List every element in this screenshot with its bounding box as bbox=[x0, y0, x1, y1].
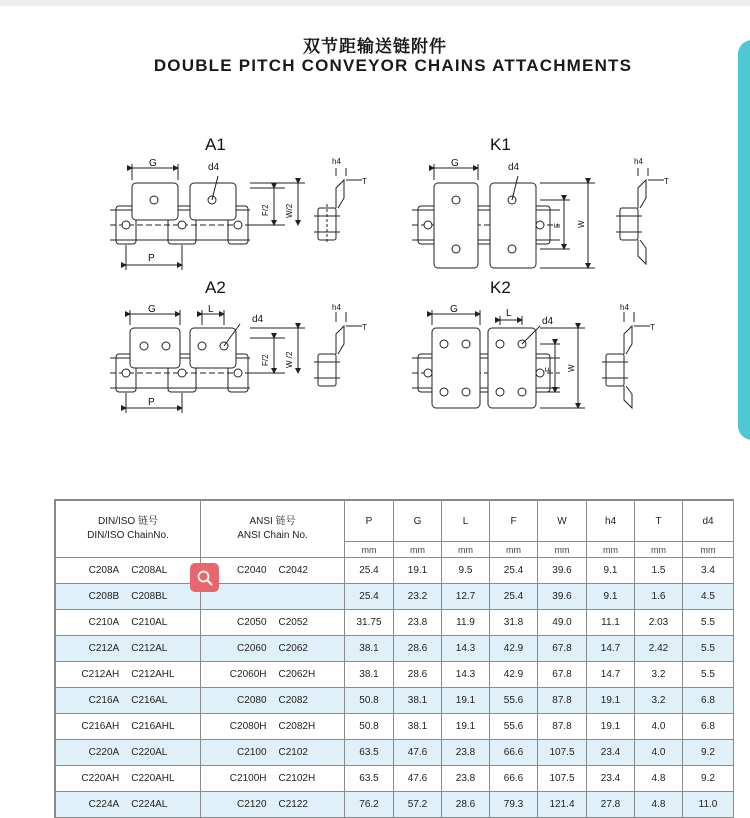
a2-t: T bbox=[362, 323, 367, 332]
search-icon bbox=[196, 569, 214, 587]
diagram-k2-side bbox=[602, 312, 650, 408]
page-title-cn: 双节距输送链附件 bbox=[303, 37, 447, 57]
table-row bbox=[56, 766, 734, 792]
din-chain-cell: C216A C216AL bbox=[56, 688, 201, 714]
din-chain-cell: C212AH C212AHL bbox=[56, 662, 201, 688]
cell-d4: 3.4 bbox=[683, 558, 734, 584]
ansi-chain-cell: C2120 C2122 bbox=[201, 792, 345, 818]
attachment-diagrams bbox=[100, 128, 700, 428]
cell-t: 4.8 bbox=[635, 792, 683, 818]
diagram-k2 bbox=[412, 310, 585, 408]
k1-f: F bbox=[553, 223, 562, 228]
cell-g: 47.6 bbox=[394, 766, 442, 792]
unit-cell: mm bbox=[345, 542, 394, 558]
header-h4: h4 bbox=[587, 501, 635, 542]
cell-f: 31.8 bbox=[490, 610, 538, 636]
ansi-chain-cell: C2080H C2082H bbox=[201, 714, 345, 740]
cell-w: 39.6 bbox=[538, 584, 587, 610]
k1-title: K1 bbox=[490, 135, 511, 154]
cell-p: 63.5 bbox=[345, 766, 394, 792]
cell-t: 4.8 bbox=[635, 766, 683, 792]
a2-l: L bbox=[208, 304, 214, 315]
diagram-k1 bbox=[412, 164, 595, 268]
unit-cell: mm bbox=[635, 542, 683, 558]
table-row bbox=[56, 662, 734, 688]
din-chain-cell: C216AH C216AHL bbox=[56, 714, 201, 740]
cell-f: 25.4 bbox=[490, 558, 538, 584]
cell-g: 47.6 bbox=[394, 740, 442, 766]
cell-p: 50.8 bbox=[345, 714, 394, 740]
din-chain-cell: C210A C210AL bbox=[56, 610, 201, 636]
diagram-a1 bbox=[110, 164, 305, 270]
cell-f: 66.6 bbox=[490, 740, 538, 766]
k1-t: T bbox=[664, 177, 669, 186]
cell-p: 25.4 bbox=[345, 558, 394, 584]
cell-p: 76.2 bbox=[345, 792, 394, 818]
ansi-chain-cell: C2050 C2052 bbox=[201, 610, 345, 636]
cell-t: 3.2 bbox=[635, 662, 683, 688]
cell-h4: 14.7 bbox=[587, 662, 635, 688]
table-row bbox=[56, 792, 734, 818]
cell-t: 2.03 bbox=[635, 610, 683, 636]
unit-cell: mm bbox=[538, 542, 587, 558]
cell-f: 42.9 bbox=[490, 636, 538, 662]
cell-f: 42.9 bbox=[490, 662, 538, 688]
cell-d4: 5.5 bbox=[683, 610, 734, 636]
ansi-chain-cell: C2060 C2062 bbox=[201, 636, 345, 662]
cell-g: 23.8 bbox=[394, 610, 442, 636]
cell-g: 23.2 bbox=[394, 584, 442, 610]
header-d4: d4 bbox=[683, 501, 734, 542]
cell-l: 12.7 bbox=[442, 584, 490, 610]
cell-l: 19.1 bbox=[442, 714, 490, 740]
a1-w2: W/2 bbox=[285, 203, 294, 218]
cell-l: 14.3 bbox=[442, 636, 490, 662]
cell-t: 3.2 bbox=[635, 688, 683, 714]
a1-f2: F/2 bbox=[261, 204, 270, 216]
header-ansi: ANSI 链号 ANSI Chain No. bbox=[201, 501, 345, 558]
ansi-chain-cell bbox=[201, 584, 345, 610]
cell-l: 9.5 bbox=[442, 558, 490, 584]
top-bar bbox=[0, 0, 750, 6]
cell-g: 57.2 bbox=[394, 792, 442, 818]
cell-w: 67.8 bbox=[538, 662, 587, 688]
a2-p: P bbox=[148, 397, 155, 408]
k1-d4: d4 bbox=[508, 162, 520, 173]
cell-t: 1.6 bbox=[635, 584, 683, 610]
cell-g: 38.1 bbox=[394, 688, 442, 714]
cell-w: 39.6 bbox=[538, 558, 587, 584]
din-chain-cell: C212A C212AL bbox=[56, 636, 201, 662]
cell-l: 14.3 bbox=[442, 662, 490, 688]
cell-l: 19.1 bbox=[442, 688, 490, 714]
spec-table-wrapper bbox=[54, 499, 734, 818]
table-row bbox=[56, 558, 734, 584]
side-tab[interactable] bbox=[738, 40, 750, 440]
cell-p: 38.1 bbox=[345, 636, 394, 662]
cell-f: 79.3 bbox=[490, 792, 538, 818]
ansi-chain-cell: C2080 C2082 bbox=[201, 688, 345, 714]
diagram-k1-side bbox=[616, 168, 664, 264]
cell-h4: 9.1 bbox=[587, 584, 635, 610]
header-g: G bbox=[394, 501, 442, 542]
cell-p: 31.75 bbox=[345, 610, 394, 636]
cell-g: 19.1 bbox=[394, 558, 442, 584]
cell-g: 38.1 bbox=[394, 714, 442, 740]
unit-cell: mm bbox=[587, 542, 635, 558]
cell-d4: 5.5 bbox=[683, 636, 734, 662]
cell-w: 107.5 bbox=[538, 740, 587, 766]
a2-g: G bbox=[148, 304, 156, 315]
cell-t: 4.0 bbox=[635, 740, 683, 766]
k2-l: L bbox=[506, 308, 512, 319]
cell-t: 4.0 bbox=[635, 714, 683, 740]
cell-p: 25.4 bbox=[345, 584, 394, 610]
header-w: W bbox=[538, 501, 587, 542]
k2-h4: h4 bbox=[620, 303, 629, 312]
cell-d4: 9.2 bbox=[683, 766, 734, 792]
a2-w2: W /2 bbox=[285, 351, 294, 368]
k2-w: W bbox=[567, 364, 576, 372]
a1-p: P bbox=[148, 253, 155, 264]
cell-l: 28.6 bbox=[442, 792, 490, 818]
page-title-en: DOUBLE PITCH CONVEYOR CHAINS ATTACHMENTS bbox=[153, 56, 633, 75]
cell-h4: 14.7 bbox=[587, 636, 635, 662]
cell-h4: 19.1 bbox=[587, 688, 635, 714]
din-chain-cell: C208B C208BL bbox=[56, 584, 201, 610]
cell-h4: 27.8 bbox=[587, 792, 635, 818]
ansi-chain-cell: C2060H C2062H bbox=[201, 662, 345, 688]
table-row bbox=[56, 636, 734, 662]
cell-t: 2.42 bbox=[635, 636, 683, 662]
a1-h4: h4 bbox=[332, 157, 341, 166]
a2-h4: h4 bbox=[332, 303, 341, 312]
unit-cell: mm bbox=[490, 542, 538, 558]
a2-title: A2 bbox=[205, 278, 226, 297]
cell-d4: 4.5 bbox=[683, 584, 734, 610]
din-chain-cell: C224A C224AL bbox=[56, 792, 201, 818]
table-row bbox=[56, 610, 734, 636]
a1-d4: d4 bbox=[208, 162, 220, 173]
cell-t: 1.5 bbox=[635, 558, 683, 584]
cell-l: 23.8 bbox=[442, 766, 490, 792]
cell-w: 67.8 bbox=[538, 636, 587, 662]
k2-f: F bbox=[544, 367, 553, 372]
cell-w: 49.0 bbox=[538, 610, 587, 636]
cell-h4: 23.4 bbox=[587, 740, 635, 766]
header-din: DIN/ISO 链号 DIN/ISO ChainNo. bbox=[56, 501, 201, 558]
cell-d4: 6.8 bbox=[683, 688, 734, 714]
cell-d4: 11.0 bbox=[683, 792, 734, 818]
unit-cell: mm bbox=[394, 542, 442, 558]
cell-h4: 11.1 bbox=[587, 610, 635, 636]
cell-g: 28.6 bbox=[394, 636, 442, 662]
k2-g: G bbox=[450, 304, 458, 315]
cell-h4: 9.1 bbox=[587, 558, 635, 584]
a1-g: G bbox=[149, 158, 157, 169]
cell-h4: 19.1 bbox=[587, 714, 635, 740]
k2-t: T bbox=[650, 323, 655, 332]
k1-w: W bbox=[577, 220, 586, 228]
cell-d4: 9.2 bbox=[683, 740, 734, 766]
header-p: P bbox=[345, 501, 394, 542]
table-row bbox=[56, 740, 734, 766]
a1-title: A1 bbox=[205, 135, 226, 154]
cell-w: 87.8 bbox=[538, 688, 587, 714]
cell-f: 25.4 bbox=[490, 584, 538, 610]
cell-d4: 5.5 bbox=[683, 662, 734, 688]
diagram-a2-side bbox=[314, 312, 362, 386]
din-chain-cell: C220AH C220AHL bbox=[56, 766, 201, 792]
ansi-chain-cell: C2100H C2102H bbox=[201, 766, 345, 792]
table-row bbox=[56, 688, 734, 714]
diagram-a2 bbox=[110, 310, 305, 413]
header-l: L bbox=[442, 501, 490, 542]
k2-d4: d4 bbox=[542, 316, 554, 327]
cell-g: 28.6 bbox=[394, 662, 442, 688]
header-f: F bbox=[490, 501, 538, 542]
table-row bbox=[56, 584, 734, 610]
a2-f2: F/2 bbox=[261, 354, 270, 366]
a1-t: T bbox=[362, 177, 367, 186]
k1-g: G bbox=[451, 158, 459, 169]
spec-table bbox=[55, 500, 734, 818]
diagram-a1-side bbox=[314, 168, 362, 244]
unit-cell: mm bbox=[442, 542, 490, 558]
din-chain-cell: C208A C208AL bbox=[56, 558, 201, 584]
cell-p: 50.8 bbox=[345, 688, 394, 714]
table-row bbox=[56, 714, 734, 740]
cell-d4: 6.8 bbox=[683, 714, 734, 740]
k1-h4: h4 bbox=[634, 157, 643, 166]
cell-f: 55.6 bbox=[490, 688, 538, 714]
cell-w: 121.4 bbox=[538, 792, 587, 818]
cell-l: 11.9 bbox=[442, 610, 490, 636]
cell-h4: 23.4 bbox=[587, 766, 635, 792]
cell-f: 66.6 bbox=[490, 766, 538, 792]
cell-w: 87.8 bbox=[538, 714, 587, 740]
ansi-chain-cell: C2040 C2042 bbox=[201, 558, 345, 584]
cell-w: 107.5 bbox=[538, 766, 587, 792]
k2-title: K2 bbox=[490, 278, 511, 297]
header-t: T bbox=[635, 501, 683, 542]
din-chain-cell: C220A C220AL bbox=[56, 740, 201, 766]
cell-p: 63.5 bbox=[345, 740, 394, 766]
spec-table-body bbox=[56, 558, 734, 818]
unit-cell: mm bbox=[683, 542, 734, 558]
a2-d4: d4 bbox=[252, 314, 264, 325]
cell-f: 55.6 bbox=[490, 714, 538, 740]
search-button[interactable] bbox=[190, 563, 219, 592]
cell-l: 23.8 bbox=[442, 740, 490, 766]
cell-p: 38.1 bbox=[345, 662, 394, 688]
ansi-chain-cell: C2100 C2102 bbox=[201, 740, 345, 766]
